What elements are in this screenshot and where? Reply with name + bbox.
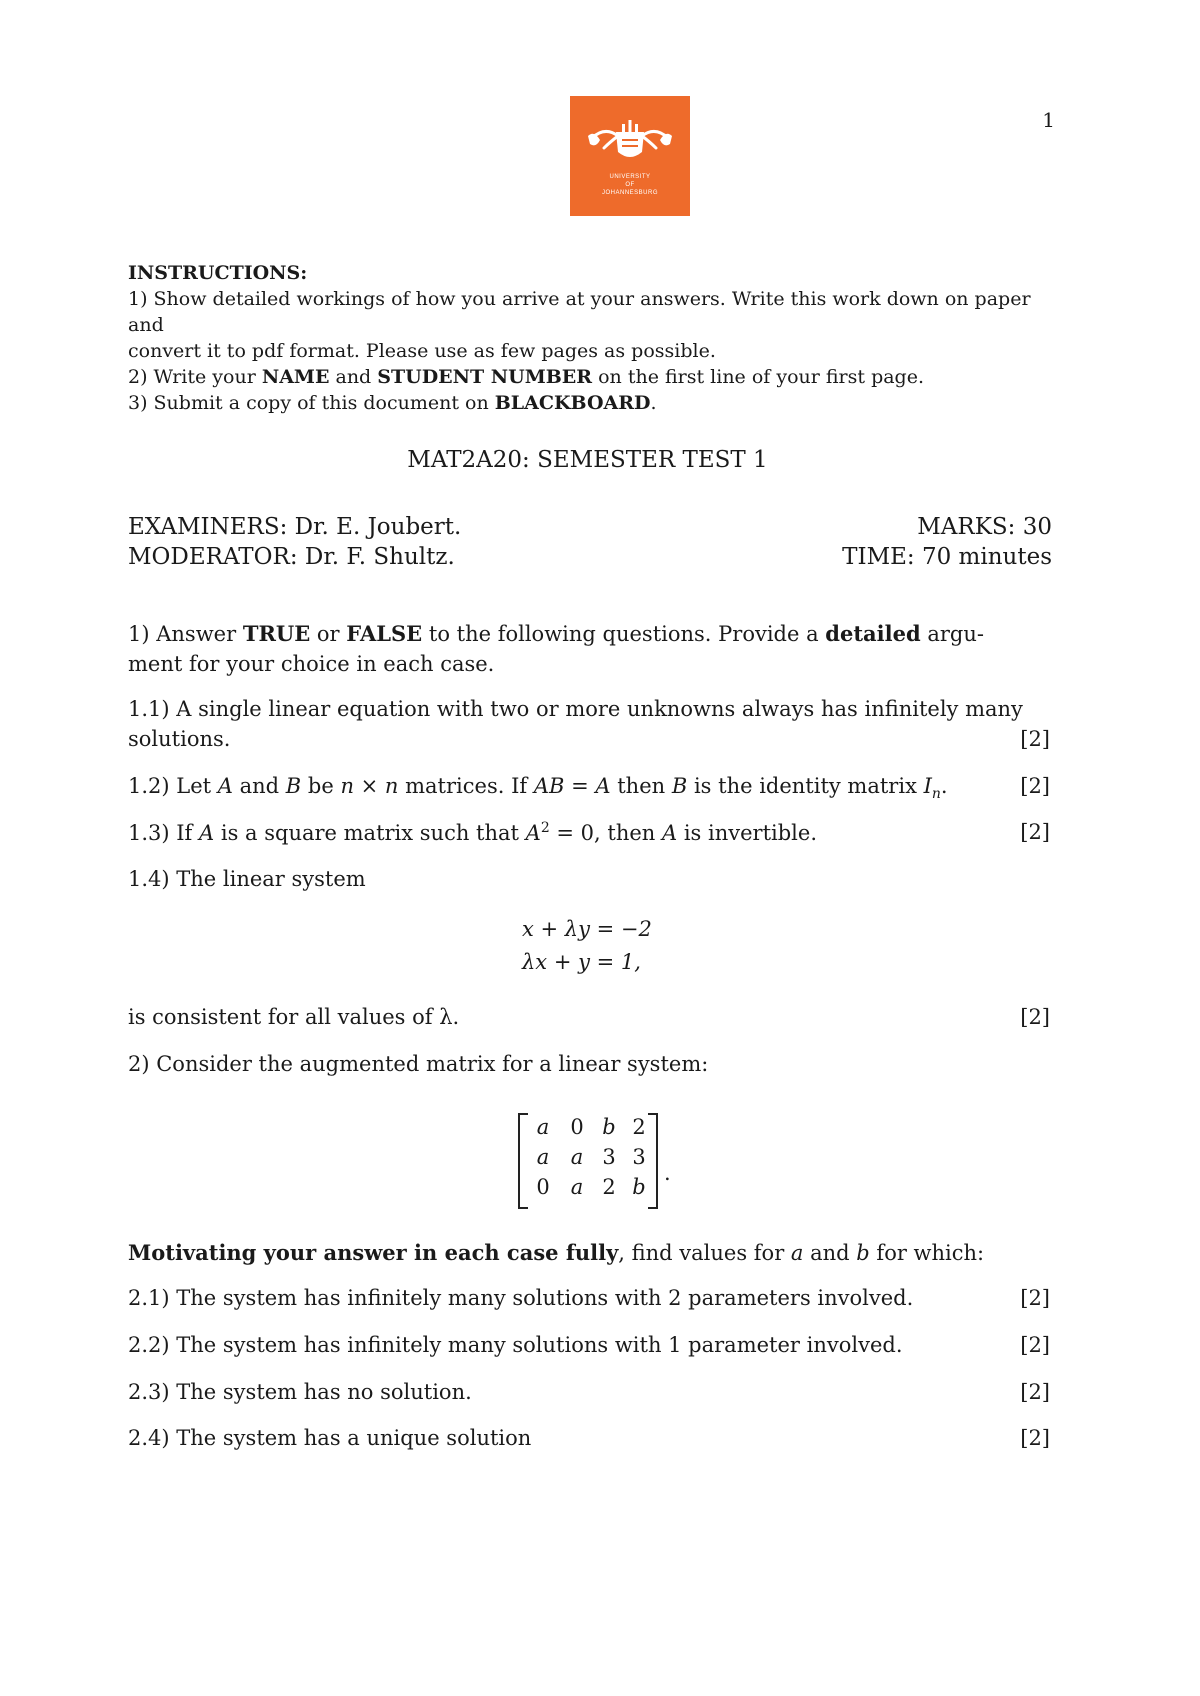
moderator: MODERATOR: Dr. F. Shultz. (128, 544, 455, 570)
university-logo (570, 96, 690, 216)
q2-4: 2.4) The system has a unique solution (128, 1426, 532, 1450)
q2-1-marks: [2] (1020, 1286, 1050, 1310)
matrix-cell-r3-c4: b (632, 1175, 646, 1199)
q2-2: 2.2) The system has infinitely many solutions with 1 parameter involved. (128, 1333, 903, 1357)
total-marks: MARKS: 30 (917, 514, 1052, 540)
matrix-cell-r2-c3: 3 (602, 1145, 616, 1169)
matrix-cell-r3-c1: 0 (536, 1175, 550, 1199)
logo-text-line2: OF (625, 182, 635, 188)
q1-intro: 1) Answer TRUE or FALSE to the following questions. Provide a detailed argu- ment for your choice in each case. (128, 621, 984, 676)
matrix-cell-r2-c2: a (570, 1145, 584, 1169)
q2-3: 2.3) The system has no solution. (128, 1380, 472, 1404)
examiners: EXAMINERS: Dr. E. Joubert. (128, 514, 462, 540)
instruction-1-line2: convert it to pdf format. Please use as few pages as possible. (128, 340, 716, 362)
system-equation-2: λx + y = 1, (522, 950, 641, 974)
matrix-cell-r3-c2: a (570, 1175, 584, 1199)
matrix-cell-r3-c3: 2 (602, 1175, 616, 1199)
q1-3: 1.3) If A is a square matrix such that $A^2 = 0$, then A is invertible. (128, 820, 817, 845)
instruction-1-line1: 1) Show detailed workings of how you arrive at your answers. Write this work down on paper and (128, 288, 1031, 336)
q2-4-marks: [2] (1020, 1426, 1050, 1450)
matrix-cell-r1-c4: 2 (632, 1115, 646, 1139)
logo-text-line1: UNIVERSITY (609, 174, 651, 180)
q1-4: 1.4) The linear system (128, 867, 366, 891)
examiners-block (128, 512, 461, 572)
logo-text-line3: JOHANNESBURG (601, 190, 658, 196)
system-equation-1: x + λy = −2 (522, 917, 652, 941)
q1-2: 1.2) Let A and B be n × n matrices. If AB = A then B is the identity matrix $I_n$. (128, 774, 948, 803)
q2-instruction: Motivating your answer in each case fully, find values for a and b for which: (128, 1240, 985, 1265)
matrix-cell-r2-c4: 3 (632, 1145, 646, 1169)
q1-3-marks: [2] (1020, 820, 1050, 844)
instruction-2: 2) Write your NAME and STUDENT NUMBER on the first line of your first page. (128, 366, 925, 388)
matrix-cell-r1-c1: a (536, 1115, 550, 1139)
matrix-cell-r1-c3: b (602, 1115, 616, 1139)
matrix-cell-r1-c2: 0 (570, 1115, 584, 1139)
marks-time-block (842, 512, 1052, 572)
instructions-heading: INSTRUCTIONS: (128, 262, 308, 284)
q1-1-marks: [2] (1020, 727, 1050, 751)
matrix-cell-r2-c1: a (536, 1145, 550, 1169)
instructions-block (128, 260, 1058, 416)
matrix-left-bracket (518, 1113, 528, 1209)
q2-intro: 2) Consider the augmented matrix for a linear system: (128, 1052, 709, 1076)
q2-2-marks: [2] (1020, 1333, 1050, 1357)
q2-3-marks: [2] (1020, 1380, 1050, 1404)
q1-4-marks: [2] (1020, 1005, 1050, 1029)
instruction-3: 3) Submit a copy of this document on BLACKBOARD. (128, 392, 657, 414)
test-title: MAT2A20: SEMESTER TEST 1 (407, 447, 768, 473)
matrix-period: . (664, 1161, 671, 1185)
q1-4-condition: is consistent for all values of λ. (128, 1005, 460, 1029)
time-allowed: TIME: 70 minutes (842, 544, 1052, 570)
q1-2-marks: [2] (1020, 774, 1050, 798)
page-number: 1 (1042, 108, 1055, 132)
q1-1-line1: 1.1) A single linear equation with two or more unknowns always has infinitely many (128, 697, 1023, 721)
q2-1: 2.1) The system has infinitely many solutions with 2 parameters involved. (128, 1286, 914, 1310)
crest-icon (570, 96, 690, 216)
q1-1-line2: solutions. (128, 727, 231, 751)
